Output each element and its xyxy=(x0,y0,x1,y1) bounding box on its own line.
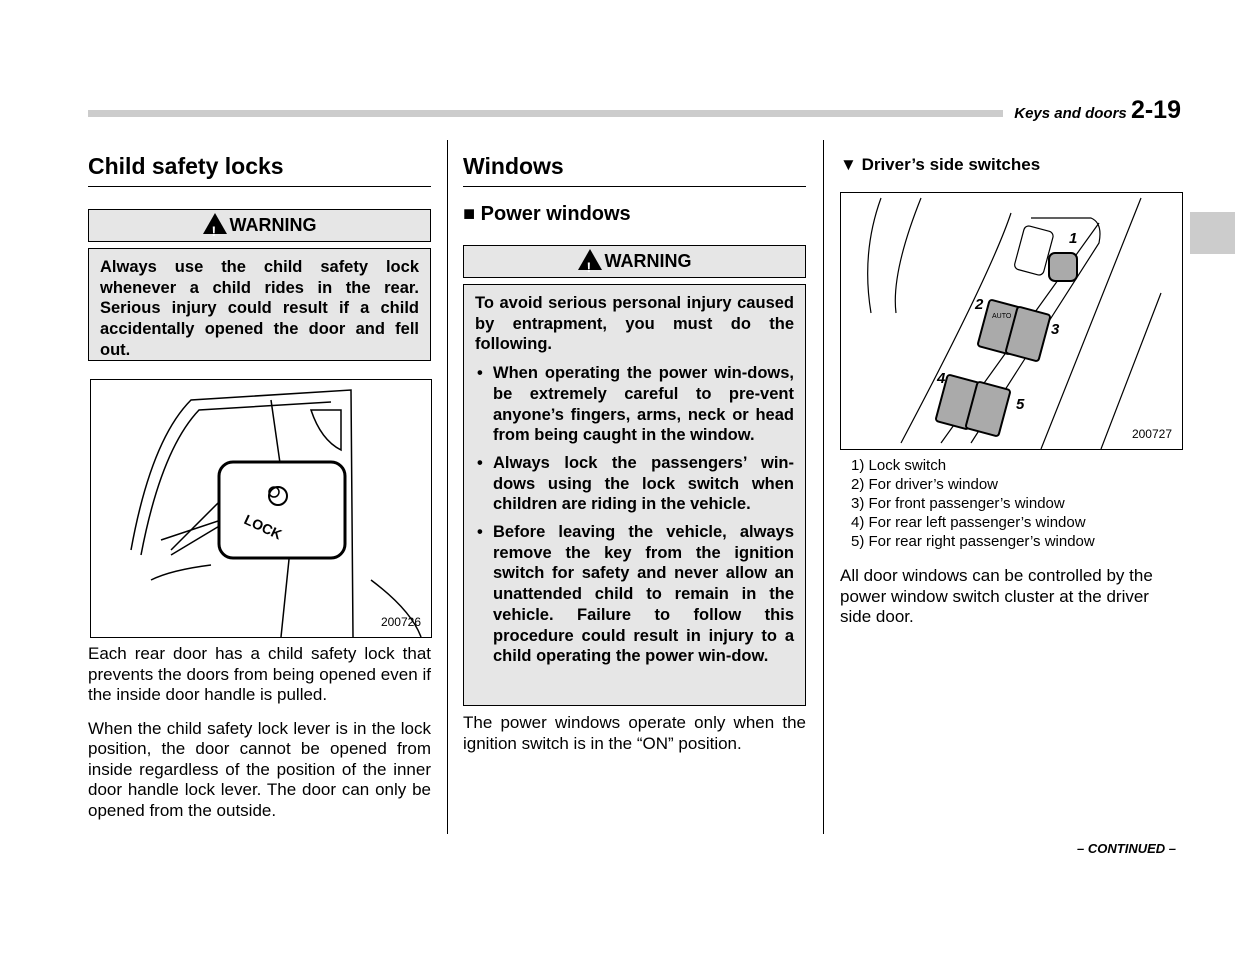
callout-2: 2 xyxy=(975,296,984,313)
paragraph: The power windows operate only when the ignition switch is in the “ON” position. xyxy=(463,713,806,753)
subsection-label: Driver’s side switches xyxy=(861,155,1041,174)
callout-3: 3 xyxy=(1051,321,1060,338)
warning-label: WARNING xyxy=(229,215,317,235)
legend-item: 2) For driver’s window xyxy=(851,476,998,493)
paragraph: Each rear door has a child safety lock that prevents the doors from being opened even if the inside door handle is pulled. xyxy=(88,644,431,704)
subsection-title xyxy=(840,155,1182,175)
warning-header xyxy=(88,209,431,242)
callout-4: 4 xyxy=(937,370,946,387)
subsection-title xyxy=(463,203,806,226)
callout-1: 1 xyxy=(1069,230,1078,247)
door-illustration xyxy=(91,380,431,637)
paragraph: All door windows can be controlled by the power window switch cluster at the driver side door. xyxy=(840,566,1153,626)
column-divider xyxy=(823,140,824,834)
column-windows xyxy=(463,153,806,754)
warning-label: WARNING xyxy=(604,251,692,271)
legend-list xyxy=(851,456,1182,551)
legend-item: 1) Lock switch xyxy=(851,457,947,474)
continued-label: – CONTINUED – xyxy=(1077,841,1176,856)
section-title: Windows xyxy=(463,153,806,187)
legend-item: 5) For rear right passenger’s window xyxy=(851,533,1095,550)
warning-intro: To avoid serious personal injury caused by entrapment, you must do the following. xyxy=(475,294,794,354)
legend-item: 3) For front passenger’s window xyxy=(851,495,1065,512)
callout-5: 5 xyxy=(1016,396,1025,413)
warning-bullet: • When operating the power win-dows, be extremely careful to pre-vent anyone’s fingers, arms, neck or head from being caught in the window. xyxy=(475,363,794,446)
switch-illustration xyxy=(841,193,1182,449)
subsection-label: Power windows xyxy=(480,203,631,225)
page-header xyxy=(1014,96,1181,125)
legend-item: 4) For rear left passenger’s window xyxy=(851,514,1086,531)
column-switches xyxy=(840,155,1182,628)
warning-box: Always use the child safety lock whenever a child rides in the rear. Serious injury could result if a child accidentally opened the door and fell out. xyxy=(88,248,431,361)
warning-box xyxy=(463,284,806,706)
warning-bullet: • Before leaving the vehicle, always remove the key from the ignition switch for safety and never allow an unattended child to remain in the vehicle. Failure to follow this procedure could result in injury to a child operating the power win-dow. xyxy=(475,522,794,667)
paragraph: When the child safety lock lever is in the lock position, the door cannot be opened from inside regardless of the position of the inner door handle lock lever. The door can only be opened from the outside. xyxy=(88,718,431,820)
header-bar xyxy=(88,110,1003,117)
chapter-tab xyxy=(1190,212,1235,254)
figure-number: 200727 xyxy=(1131,427,1172,441)
column-child-safety xyxy=(88,153,431,821)
auto-label: AUTO xyxy=(992,313,1012,320)
section-name: Keys and doors xyxy=(1014,105,1127,122)
warning-icon xyxy=(578,249,602,270)
lock-label: LOCK xyxy=(241,511,285,543)
page-number: 2-19 xyxy=(1130,96,1181,124)
figure-number: 200726 xyxy=(380,615,421,629)
child-lock-figure xyxy=(90,379,432,638)
section-title: Child safety locks xyxy=(88,153,431,187)
warning-header xyxy=(463,245,806,278)
warning-icon xyxy=(203,213,227,234)
warning-bullet: • Always lock the passengers’ win-dows using the lock switch when children are riding in the vehicle. xyxy=(475,453,794,515)
square-bullet-icon: ■ xyxy=(463,203,476,225)
column-divider xyxy=(447,140,448,834)
triangle-down-icon: ▼ xyxy=(840,155,857,174)
switch-figure xyxy=(840,192,1183,450)
